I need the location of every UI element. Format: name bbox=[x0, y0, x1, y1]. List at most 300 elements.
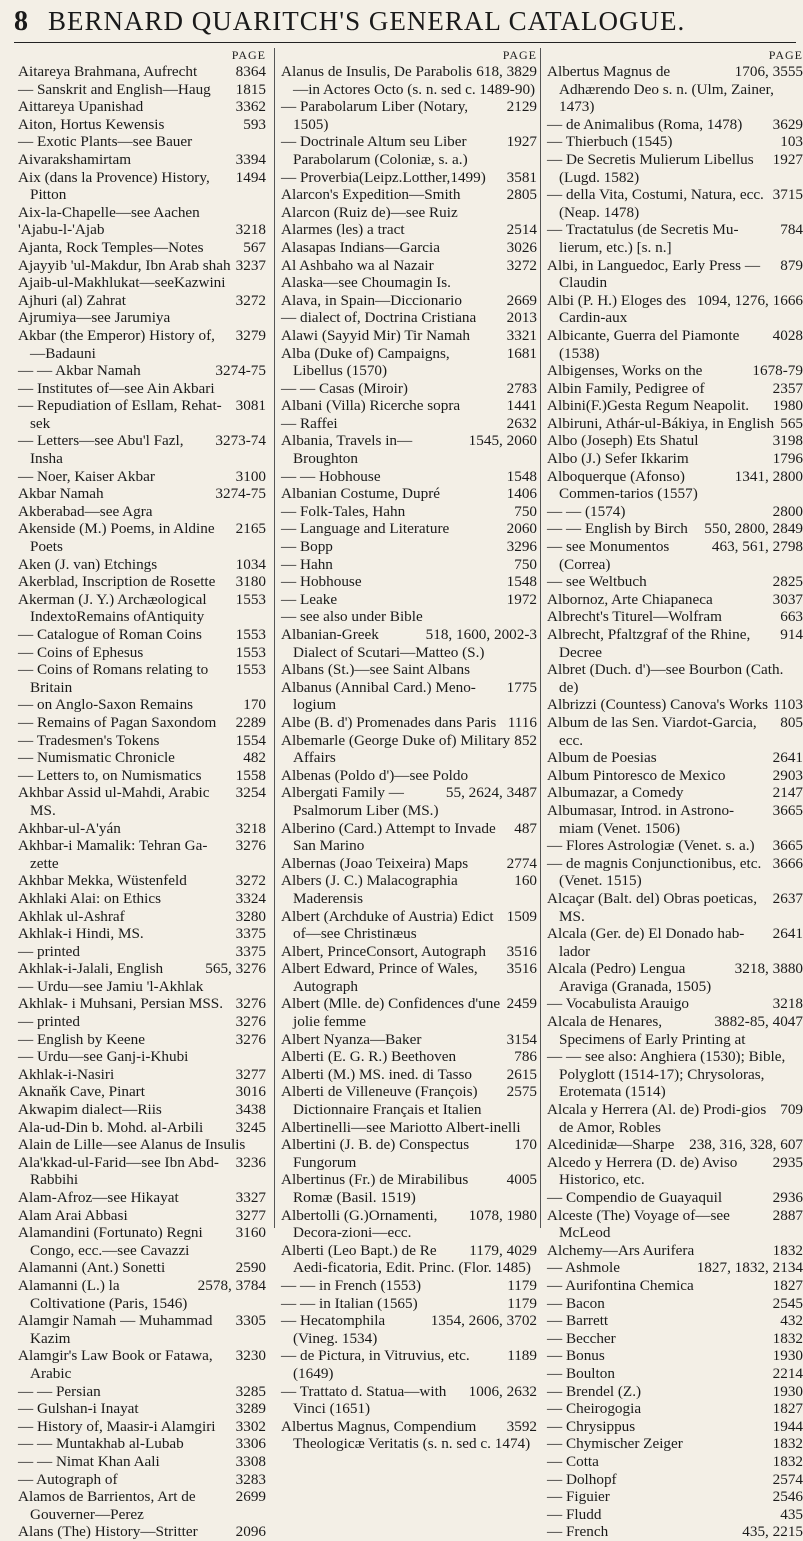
index-entry bbox=[547, 1365, 803, 1383]
index-entry bbox=[281, 995, 537, 1030]
entry-page-ref: 432 bbox=[780, 1312, 803, 1330]
running-title: BERNARD QUARITCH'S GENERAL CATALOGUE. bbox=[48, 6, 686, 36]
entry-page-ref: 3237 bbox=[235, 256, 266, 274]
entry-title: — Bonus bbox=[547, 1347, 605, 1365]
index-entry bbox=[281, 327, 537, 345]
entry-title: Albo (J.) Sefer Ikkarim bbox=[547, 450, 689, 468]
entry-title: Aivarakshamirtam bbox=[18, 150, 132, 168]
entry-title: — Leake bbox=[281, 590, 338, 608]
index-entry bbox=[547, 1383, 803, 1401]
entry-title: — de Pictura, in Vitruvius, etc. (1649) bbox=[281, 1347, 470, 1382]
entry-title: — dialect of, Doctrina Cristiana bbox=[281, 309, 477, 327]
index-entry bbox=[18, 1418, 266, 1436]
index-entry bbox=[18, 644, 266, 662]
index-entry bbox=[281, 345, 537, 380]
entry-title: Akerman (J. Y.) Archæological IndextoRemains ofAntiquity bbox=[18, 590, 207, 626]
index-entry bbox=[547, 362, 803, 380]
entry-page-ref: 1034 bbox=[235, 555, 266, 573]
index-entry bbox=[281, 679, 537, 714]
entry-title: — on Anglo-Saxon Remains bbox=[18, 696, 194, 714]
index-entry bbox=[18, 380, 266, 398]
entry-page-ref: 3327 bbox=[235, 1189, 266, 1206]
entry-page-ref: 3302 bbox=[235, 1417, 266, 1435]
entry-title: Alamanni (Ant.) Sonetti bbox=[18, 1259, 166, 1277]
entry-page-ref: 160 bbox=[514, 872, 537, 890]
index-entry bbox=[281, 274, 537, 292]
entry-page-ref: 1553 bbox=[235, 661, 266, 679]
index-entry bbox=[18, 1259, 266, 1277]
entry-page-ref: 786 bbox=[514, 1048, 537, 1066]
entry-page-ref: 2096 bbox=[235, 1523, 266, 1541]
entry-page-ref: 2935 bbox=[772, 1153, 803, 1171]
entry-page-ref: 3375 bbox=[235, 942, 266, 960]
entry-title: Albans (St.)—see Saint Albans bbox=[281, 661, 470, 679]
entry-title: — see Monumentos (Correa) bbox=[547, 538, 670, 573]
entry-title: — History of, Maasir-i Alamgiri bbox=[18, 1417, 216, 1435]
index-entry bbox=[547, 767, 803, 785]
entry-title: — Tractatulus (de Secretis Mu-lierum, etc.) [s. n.] bbox=[547, 221, 739, 256]
entry-title: Albertolli (G.)Ornamenti, Decora-zioni—ecc. bbox=[281, 1206, 438, 1242]
entry-title: — Ashmole bbox=[547, 1259, 620, 1277]
index-entry bbox=[547, 1189, 803, 1207]
entry-page-ref: 3218, 3880 bbox=[734, 960, 803, 978]
index-entry bbox=[18, 432, 266, 467]
index-entry bbox=[18, 784, 266, 819]
entry-page-ref: 3180 bbox=[235, 573, 266, 591]
index-entry bbox=[547, 1418, 803, 1436]
entry-title: — Hobhouse bbox=[281, 573, 362, 591]
index-entry bbox=[281, 432, 537, 467]
index-entry bbox=[547, 1101, 803, 1136]
entry-page-ref: 3516 bbox=[506, 942, 537, 960]
index-entry bbox=[281, 538, 537, 556]
entry-title: Alberti (M.) MS. ined. di Tasso bbox=[281, 1065, 473, 1083]
index-entry bbox=[18, 1013, 266, 1031]
entry-title: Alamos de Barrientos, Art de Gouverner—Perez bbox=[18, 1488, 196, 1523]
index-entry bbox=[18, 292, 266, 310]
entry-title: Ajanta, Rock Temples—Notes bbox=[18, 238, 204, 256]
index-entry bbox=[547, 749, 803, 767]
entry-page-ref: 170 bbox=[243, 696, 266, 714]
entry-page-ref: 1972 bbox=[506, 590, 537, 608]
entry-page-ref: 1179, 4029 bbox=[469, 1241, 537, 1259]
index-entry bbox=[18, 943, 266, 961]
entry-title: Akenside (M.) Poems, in Aldine Poets bbox=[18, 520, 215, 556]
index-entry bbox=[547, 292, 803, 327]
index-entry bbox=[18, 309, 266, 327]
entry-title: — Raffei bbox=[281, 414, 338, 432]
entry-title: Alceste (The) Voyage of—see McLeod bbox=[547, 1206, 730, 1242]
entry-title: Aix-la-Chapelle—see Aachen bbox=[18, 203, 200, 221]
entry-page-ref: 1494 bbox=[235, 168, 266, 186]
index-entry bbox=[18, 1083, 266, 1101]
index-entry bbox=[547, 450, 803, 468]
entry-page-ref: 2825 bbox=[772, 573, 803, 591]
entry-page-ref: 914 bbox=[780, 626, 803, 643]
entry-title: Alamgir Namah — Muhammad Kazim bbox=[18, 1312, 213, 1347]
entry-title: Alcala (Ger. de) El Donado hab-lador bbox=[547, 925, 745, 960]
entry-page-ref: 2669 bbox=[506, 291, 537, 309]
entry-page-ref: 1189 bbox=[507, 1347, 537, 1365]
index-entry bbox=[18, 1207, 266, 1225]
index-entry bbox=[18, 714, 266, 732]
index-entry bbox=[18, 1189, 266, 1207]
index-entry bbox=[281, 908, 537, 943]
column-page-label: PAGE bbox=[768, 48, 803, 62]
entry-title: — Catalogue of Roman Coins bbox=[18, 626, 202, 643]
index-entry bbox=[547, 591, 803, 609]
index-entry bbox=[18, 978, 266, 996]
index-entry bbox=[547, 608, 803, 626]
entry-title: Albert, PrinceConsort, Autograph bbox=[281, 942, 487, 960]
entry-title: Albertinus (Fr.) de Mirabilibus Romæ (Basil. 1519) bbox=[281, 1171, 469, 1206]
entry-title: Akhbar-ul-A'yán bbox=[18, 819, 121, 837]
entry-title: Albigenses, Works on the bbox=[547, 362, 703, 380]
entry-title: Akbar (the Emperor) History of, —Badauni bbox=[18, 326, 215, 362]
index-entry bbox=[281, 1242, 537, 1277]
index-entry bbox=[281, 520, 537, 538]
entry-title: — — Nimat Khan Aali bbox=[18, 1452, 160, 1470]
entry-page-ref: 3279 bbox=[235, 326, 266, 344]
entry-page-ref: 2774 bbox=[506, 854, 537, 872]
entry-title: — Autograph of bbox=[18, 1470, 118, 1488]
entry-page-ref: 3306 bbox=[235, 1435, 266, 1453]
index-entry bbox=[18, 1119, 266, 1137]
index-entry bbox=[547, 1242, 803, 1260]
index-entry bbox=[18, 1435, 266, 1453]
index-entry bbox=[18, 1471, 266, 1489]
entry-page-ref: 2575 bbox=[506, 1083, 537, 1101]
index-entry bbox=[281, 1083, 537, 1118]
entry-page-ref: 1927 bbox=[772, 150, 803, 168]
index-entry bbox=[281, 485, 537, 503]
entry-page-ref: 3305 bbox=[235, 1312, 266, 1330]
entry-page-ref: 3882-85, 4047 bbox=[714, 1013, 803, 1031]
index-entry bbox=[281, 98, 537, 133]
entry-title: Albergati Family — Psalmorum Liber (MS.) bbox=[281, 784, 439, 819]
entry-page-ref: 1678-79 bbox=[752, 362, 803, 380]
entry-page-ref: 593 bbox=[243, 115, 266, 133]
entry-page-ref: 1706, 3555 bbox=[734, 63, 803, 80]
entry-page-ref: 1681 bbox=[506, 344, 537, 362]
entry-page-ref: 1354, 2606, 3702 bbox=[430, 1312, 537, 1330]
index-entry bbox=[547, 890, 803, 925]
entry-title: Akhlak ul-Ashraf bbox=[18, 907, 125, 925]
entry-title: Albernas (Joao Teixeira) Maps bbox=[281, 854, 469, 872]
entry-title: Alcala y Herrera (Al. de) Prodi-gios de Amor, Robles bbox=[547, 1101, 767, 1136]
index-entry bbox=[18, 820, 266, 838]
entry-page-ref: 1341, 2800 bbox=[734, 467, 803, 485]
index-entry bbox=[18, 1383, 266, 1401]
entry-page-ref: 1545, 2060 bbox=[468, 432, 537, 450]
index-column-3 bbox=[540, 48, 803, 1541]
entry-page-ref: 3581 bbox=[506, 168, 537, 186]
entry-page-ref: 3026 bbox=[506, 238, 537, 256]
entry-page-ref: 482 bbox=[243, 749, 266, 767]
entry-title: Ajaib-ul-Makhlukat—seeKazwini bbox=[18, 274, 226, 292]
index-entry bbox=[281, 380, 537, 398]
entry-page-ref: 1103 bbox=[773, 696, 803, 714]
index-entry bbox=[547, 380, 803, 398]
entry-page-ref: 1927 bbox=[506, 133, 537, 151]
index-entry bbox=[18, 169, 266, 204]
entry-page-ref: 663 bbox=[780, 608, 803, 626]
entry-title: Albenas (Poldo d')—see Poldo bbox=[281, 766, 469, 784]
index-entry bbox=[281, 1277, 537, 1295]
index-entry bbox=[18, 749, 266, 767]
index-entry bbox=[18, 661, 266, 696]
entry-title: Alcala (Pedro) Lengua Araviga (Granada, 1505) bbox=[547, 960, 712, 995]
entry-title: — Repudiation of Esllam, Rehat-sek bbox=[18, 397, 222, 432]
entry-page-ref: 618, 3829 bbox=[476, 63, 537, 80]
index-entry bbox=[281, 397, 537, 415]
index-entry bbox=[18, 732, 266, 750]
entry-title: Akhlak-i-Nasiri bbox=[18, 1065, 115, 1083]
index-entry bbox=[547, 186, 803, 221]
entry-title: — Chymischer Zeiger bbox=[547, 1435, 683, 1453]
entry-page-ref: 4028 bbox=[772, 326, 803, 344]
index-entry bbox=[547, 116, 803, 134]
entry-page-ref: 2357 bbox=[772, 379, 803, 397]
index-entry bbox=[281, 1207, 537, 1242]
entry-page-ref: 2699 bbox=[235, 1488, 266, 1506]
entry-title: — Exotic Plants—see Bauer bbox=[18, 133, 193, 151]
entry-title: Akhlak- i Muhsani, Persian MSS. bbox=[18, 995, 224, 1013]
entry-page-ref: 3516 bbox=[506, 960, 537, 978]
entry-page-ref: 3324 bbox=[235, 889, 266, 907]
index-column-2 bbox=[274, 48, 537, 1453]
entry-page-ref: 2214 bbox=[772, 1364, 803, 1382]
entry-page-ref: 3296 bbox=[506, 538, 537, 556]
page-number: 8 bbox=[14, 6, 28, 37]
entry-page-ref: 3218 bbox=[772, 995, 803, 1013]
header-rule bbox=[14, 42, 796, 43]
entry-page-ref: 3629 bbox=[772, 115, 803, 133]
entry-page-ref: 3272 bbox=[506, 256, 537, 274]
entry-title: Albrecht's Titurel—Wolfram bbox=[547, 608, 722, 626]
entry-page-ref: 3272 bbox=[235, 872, 266, 890]
index-entry bbox=[547, 1154, 803, 1189]
index-entry bbox=[281, 186, 537, 204]
index-entry bbox=[281, 1066, 537, 1084]
entry-page-ref: 3276 bbox=[235, 1030, 266, 1048]
entry-page-ref: 3276 bbox=[235, 1013, 266, 1031]
entry-page-ref: 1775 bbox=[506, 678, 537, 696]
index-entry bbox=[547, 696, 803, 714]
index-entry bbox=[281, 960, 537, 995]
index-entry bbox=[281, 133, 537, 168]
entry-title: Al Ashbaho wa al Nazair bbox=[281, 256, 434, 274]
entry-page-ref: 3438 bbox=[235, 1101, 266, 1119]
entry-page-ref: 3273-74 bbox=[215, 432, 266, 450]
index-entry bbox=[547, 257, 803, 292]
entry-page-ref: 2887 bbox=[772, 1206, 803, 1224]
entry-page-ref: 2165 bbox=[235, 520, 266, 538]
entry-title: — Letters—see Abu'l Fazl, Insha bbox=[18, 432, 184, 468]
entry-title: Alboquerque (Afonso) Commen-tarios (1557) bbox=[547, 467, 698, 503]
index-entry bbox=[547, 520, 803, 538]
entry-title: Albi (P. H.) Eloges des Cardin-aux bbox=[547, 291, 687, 327]
index-entry bbox=[547, 1277, 803, 1295]
entry-title: Alanus de Insulis, De Parabolis —in Actores Octo (s. n. sed c. 1489-90) bbox=[281, 63, 536, 98]
entry-title: — Bopp bbox=[281, 538, 333, 556]
index-entry bbox=[281, 292, 537, 310]
entry-title: — Doctrinale Altum seu Liber Parabolarum (Coloniæ, s. a.) bbox=[281, 133, 468, 168]
entry-title: Ajrumiya—see Jarumiya bbox=[18, 309, 171, 327]
index-entry bbox=[281, 573, 537, 591]
entry-page-ref: 2936 bbox=[772, 1189, 803, 1206]
entry-page-ref: 2641 bbox=[772, 925, 803, 943]
entry-title: — Proverbia(Leipz.Lotther,1499) bbox=[281, 168, 486, 186]
index-entry bbox=[547, 1136, 803, 1154]
index-entry bbox=[547, 1207, 803, 1242]
index-entry bbox=[18, 362, 266, 380]
index-entry bbox=[18, 133, 266, 151]
entry-title: Albert Nyanza—Baker bbox=[281, 1030, 422, 1048]
index-entry bbox=[18, 221, 266, 239]
entry-title: — Institutes of—see Ain Akbari bbox=[18, 379, 215, 397]
entry-title: Akbar Namah bbox=[18, 485, 104, 503]
index-entry bbox=[18, 327, 266, 362]
entry-page-ref: 1827 bbox=[772, 1400, 803, 1418]
index-entry bbox=[547, 397, 803, 415]
entry-page-ref: 2546 bbox=[772, 1488, 803, 1506]
index-entry bbox=[18, 1347, 266, 1382]
index-entry bbox=[18, 925, 266, 943]
entry-page-ref: 103 bbox=[780, 133, 803, 151]
entry-page-ref: 1554 bbox=[235, 731, 266, 749]
index-entry bbox=[281, 556, 537, 574]
entry-title: — Barrett bbox=[547, 1312, 609, 1330]
entry-title: Ala-ud-Din b. Mohd. al-Arbili bbox=[18, 1118, 204, 1136]
entry-title: Alarcon's Expedition—Smith bbox=[281, 186, 461, 204]
entry-title: — Urdu—see Ganj-i-Khubi bbox=[18, 1048, 189, 1066]
entry-page-ref: 2637 bbox=[772, 889, 803, 907]
index-entry bbox=[18, 204, 266, 222]
entry-page-ref: 170 bbox=[514, 1136, 537, 1154]
entry-page-ref: 435, 2215 bbox=[742, 1523, 803, 1541]
entry-page-ref: 2129 bbox=[506, 98, 537, 116]
index-entry bbox=[547, 1488, 803, 1506]
entry-title: — printed bbox=[18, 1013, 81, 1031]
entry-page-ref: 3274-75 bbox=[215, 485, 266, 503]
entry-title: Alamanni (L.) la Coltivatione (Paris, 1546) bbox=[18, 1276, 188, 1312]
entry-page-ref: 1832 bbox=[772, 1452, 803, 1470]
index-entry bbox=[281, 872, 537, 907]
entry-title: Akberabad—see Agra bbox=[18, 502, 153, 520]
entry-title: Alain de Lille—see Alanus de Insulis bbox=[18, 1136, 246, 1154]
entry-title: Aknaňk Cave, Pinart bbox=[18, 1083, 145, 1101]
entry-title: Albanian Costume, Dupré bbox=[281, 485, 441, 503]
entry-title: — Coins of Ephesus bbox=[18, 643, 144, 661]
entry-page-ref: 3592 bbox=[506, 1417, 537, 1435]
entry-title: Albanus (Annibal Card.) Meno-logium bbox=[281, 678, 476, 714]
entry-title: — Hahn bbox=[281, 555, 333, 573]
index-entry bbox=[547, 1453, 803, 1471]
index-entry bbox=[18, 274, 266, 292]
index-entry bbox=[18, 485, 266, 503]
index-entry bbox=[547, 1259, 803, 1277]
entry-page-ref: 1832 bbox=[772, 1435, 803, 1453]
entry-page-ref: 1406 bbox=[506, 485, 537, 503]
entry-title: Albiruni, Athár-ul-Bákiya, in English bbox=[547, 414, 775, 432]
entry-page-ref: 567 bbox=[243, 238, 266, 256]
entry-page-ref: 1179 bbox=[507, 1276, 537, 1294]
index-entry bbox=[547, 1506, 803, 1524]
index-entry bbox=[18, 1453, 266, 1471]
entry-page-ref: 3308 bbox=[235, 1452, 266, 1470]
entry-title: — Language and Literature bbox=[281, 520, 450, 538]
entry-page-ref: 3276 bbox=[235, 995, 266, 1013]
entry-page-ref: 1116 bbox=[507, 713, 537, 731]
entry-page-ref: 2574 bbox=[772, 1470, 803, 1488]
entry-page-ref: 2147 bbox=[772, 784, 803, 802]
index-entry bbox=[547, 925, 803, 960]
entry-title: Alberti (Leo Bapt.) de Re Aedi-ficatoria, Edit. Princ. (Flor. 1485) bbox=[281, 1241, 531, 1277]
entry-page-ref: 1930 bbox=[772, 1382, 803, 1400]
entry-page-ref: 3218 bbox=[235, 819, 266, 837]
entry-title: — Coins of Romans relating to Britain bbox=[18, 661, 209, 696]
entry-page-ref: 1441 bbox=[506, 397, 537, 415]
entry-title: — Fludd bbox=[547, 1505, 602, 1523]
entry-page-ref: 463, 561, 2798 bbox=[711, 538, 803, 556]
entry-page-ref: 2013 bbox=[506, 309, 537, 327]
index-entry bbox=[18, 1154, 266, 1189]
entry-page-ref: 3100 bbox=[235, 467, 266, 485]
entry-title: Ajayyib 'ul-Makdur, Ibn Arab shah bbox=[18, 256, 231, 274]
entry-page-ref: 1827, 1832, 2134 bbox=[696, 1259, 803, 1277]
entry-title: — Hecatomphila (Vineg. 1534) bbox=[281, 1312, 386, 1347]
entry-page-ref: 852 bbox=[514, 731, 537, 749]
entry-page-ref: 3016 bbox=[235, 1083, 266, 1101]
entry-title: — Boulton bbox=[547, 1364, 615, 1382]
entry-title: — Dolhopf bbox=[547, 1470, 617, 1488]
index-entry bbox=[18, 239, 266, 257]
index-entry bbox=[18, 1224, 266, 1259]
page-header bbox=[0, 0, 800, 44]
index-entry bbox=[281, 239, 537, 257]
index-entry bbox=[18, 556, 266, 574]
entry-title: Akerblad, Inscription de Rosette bbox=[18, 573, 216, 591]
index-entry bbox=[547, 960, 803, 995]
index-entry bbox=[281, 63, 537, 98]
entry-page-ref: 550, 2800, 2849 bbox=[704, 520, 803, 538]
entry-title: Alcala de Henares, Specimens of Early Printing at bbox=[547, 1013, 746, 1048]
entry-page-ref: 3081 bbox=[235, 397, 266, 415]
entry-page-ref: 55, 2624, 3487 bbox=[445, 784, 537, 802]
entry-page-ref: 1827 bbox=[772, 1276, 803, 1294]
entry-title: — Letters to, on Numismatics bbox=[18, 766, 202, 784]
index-entry bbox=[18, 626, 266, 644]
entry-page-ref: 750 bbox=[514, 555, 537, 573]
entry-page-ref: 3218 bbox=[235, 221, 266, 239]
entry-page-ref: 1558 bbox=[235, 766, 266, 784]
index-entry bbox=[547, 1347, 803, 1365]
entry-title: — Sanskrit and English—Haug bbox=[18, 80, 211, 98]
entry-title: — — English by Birch bbox=[547, 520, 688, 538]
entry-title: Alam-Afroz—see Hikayat bbox=[18, 1189, 179, 1206]
entry-page-ref: 8364 bbox=[235, 63, 266, 80]
entry-title: Album de las Sen. Viardot-Garcia, ecc. bbox=[547, 713, 757, 749]
entry-title: Alberino (Card.) Attempt to Invade San Marino bbox=[281, 819, 496, 855]
entry-page-ref: 3274-75 bbox=[215, 362, 266, 380]
entry-title: — Parabolarum Liber (Notary, 1505) bbox=[281, 98, 469, 133]
entry-title: Albin Family, Pedigree of bbox=[547, 379, 705, 397]
index-entry bbox=[281, 415, 537, 433]
index-entry bbox=[547, 1330, 803, 1348]
entry-title: — — Muntakhab al-Lubab bbox=[18, 1435, 184, 1453]
index-entry bbox=[281, 221, 537, 239]
